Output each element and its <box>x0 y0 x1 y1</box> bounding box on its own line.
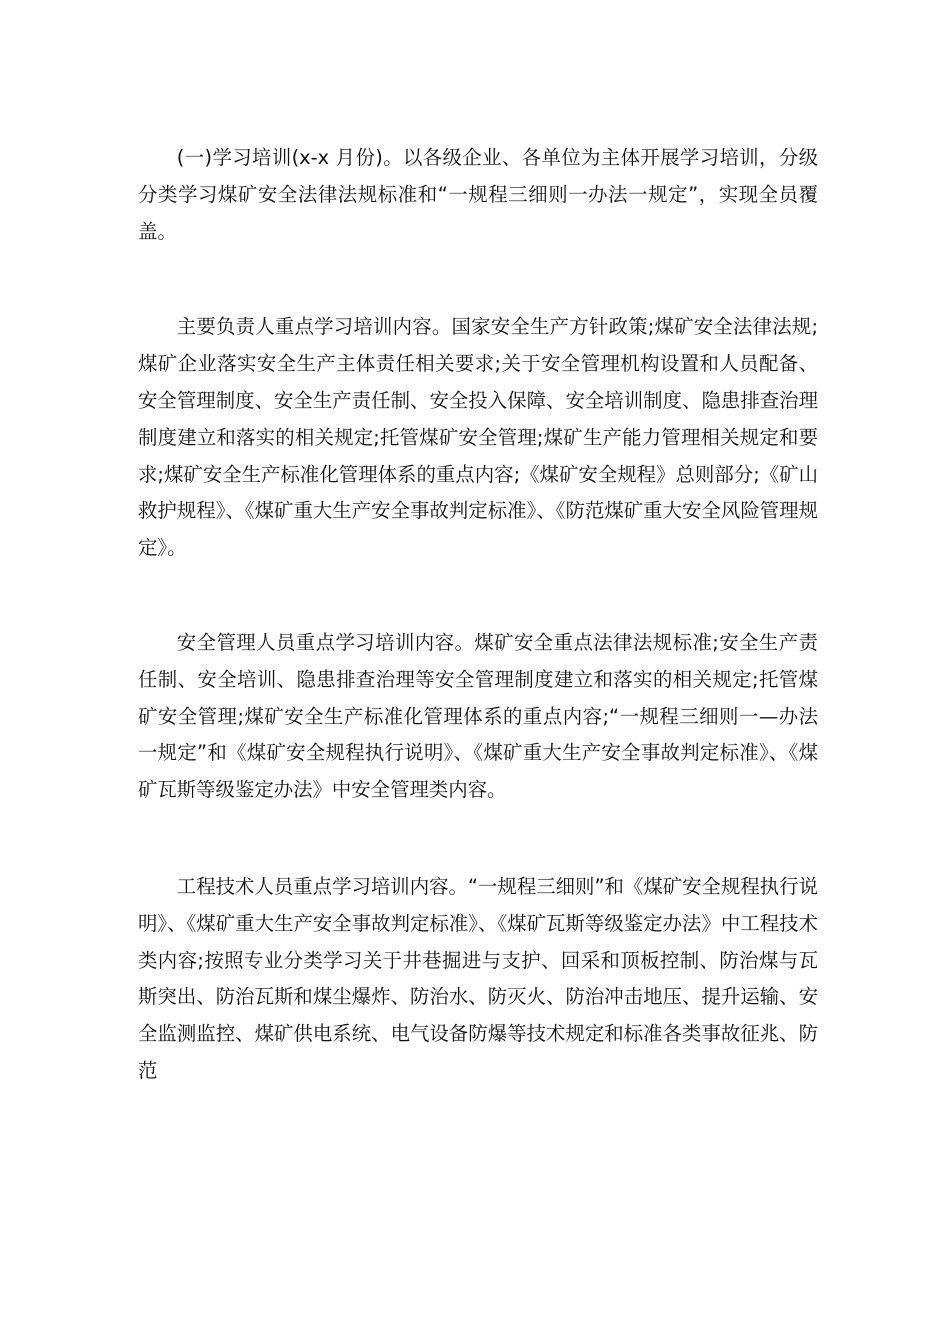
paragraph-safety-managers: 安全管理人员重点学习培训内容。煤矿安全重点法律法规标准;安全生产责任制、安全培训、隐患排查治理等安全管理制度建立和落实的相关规定;托管煤矿安全管理;煤矿安全生产标准化管理体系的重点内容;“一规程三细则一—办法一规定”和《煤矿安全规程执行说明》、《煤矿重大生产安全事故判定标准》、《煤矿瓦斯等级鉴定办法》中安全管理类内容。 <box>138 630 818 802</box>
paragraph-learning-training: (一)学习培训(x-x 月份)。以各级企业、各单位为主体开展学习培训，分级分类学习煤矿安全法律法规标准和“一规程三细则一办法一规定”，实现全员覆盖。 <box>138 146 818 243</box>
paragraph-engineering-technicians: 工程技术人员重点学习培训内容。“一规程三细则”和《煤矿安全规程执行说明》、《煤矿重大生产安全事故判定标准》、《煤矿瓦斯等级鉴定办法》中工程技术类内容;按照专业分类学习关于井巷掘进与支护、回采和顶板控制、防治煤与瓦斯突出、防治瓦斯和煤尘爆炸、防治水、防灭火、防治冲击地压、提升运输、安全监测监控、煤矿供电系统、电气设备防爆等技术规定和标准各类事故征兆、防范 <box>138 874 818 1082</box>
document-body <box>138 140 818 1090</box>
paragraph-principal-responsible: 主要负责人重点学习培训内容。国家安全生产方针政策;煤矿安全法律法规;煤矿企业落实安全生产主体责任相关要求;关于安全管理机构设置和人员配备、安全管理制度、安全生产责任制、安全投入保障、安全培训制度、隐患排查治理制度建立和落实的相关规定;托管煤矿安全管理;煤矿生产能力管理相关规定和要求;煤矿安全生产标准化管理体系的重点内容;《煤矿安全规程》总则部分;《矿山救护规程》、《煤矿重大生产安全事故判定标准》、《防范煤矿重大安全风险管理规定》。 <box>138 315 818 560</box>
